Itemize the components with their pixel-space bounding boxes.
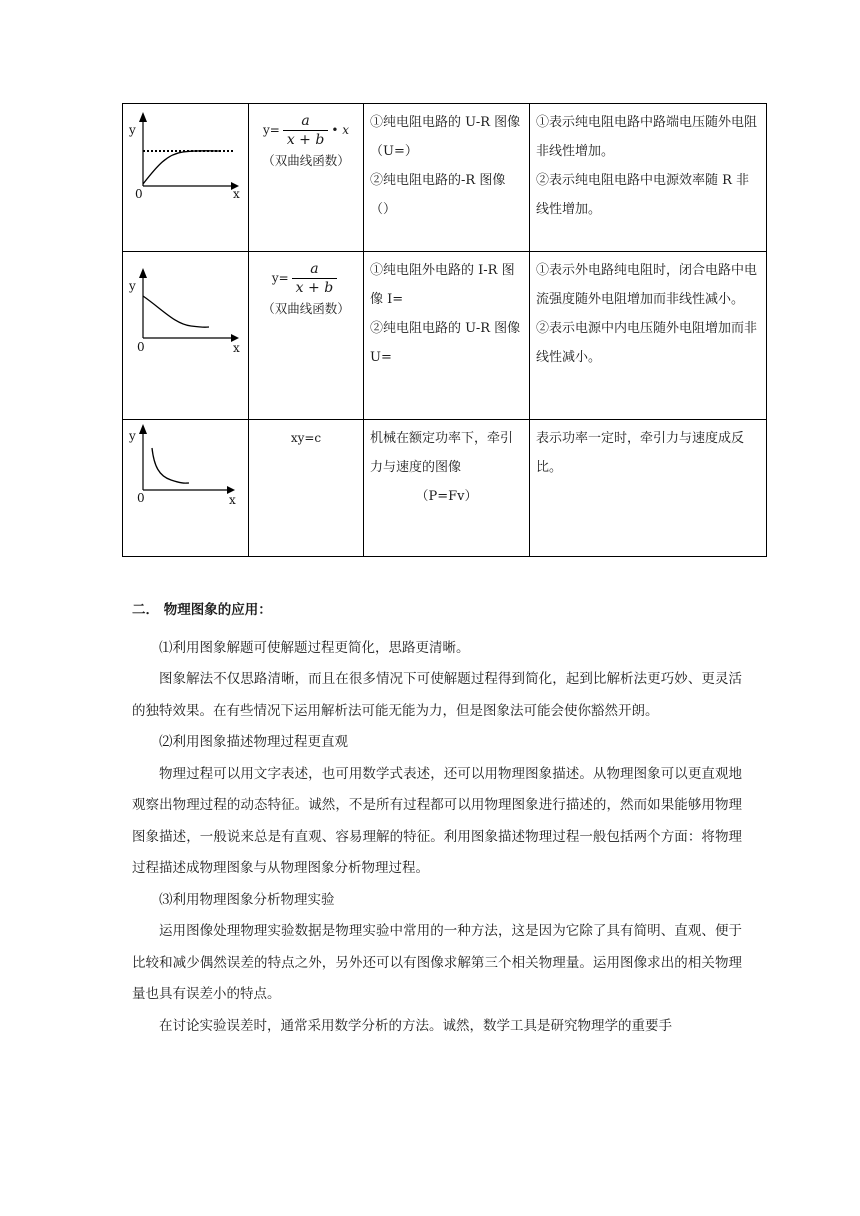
function-cell: [249, 104, 364, 252]
y-label: y: [129, 279, 136, 293]
function-type: （双曲线函数）: [262, 301, 350, 316]
description-cell: [364, 104, 530, 252]
item-body: 运用图像处理物理实验数据是物理实验中常用的一种方法，这是因为它除了具有简明、直观、便于比较和减少偶然误差的特点之外，另外还可以有图像求解第三个相关物理量。运用图像求出的相关物理量也具有误差小的特点。: [132, 923, 742, 1002]
graph-cell: [123, 420, 249, 557]
item-title: ⑵利用图象描述物理过程更直观: [159, 734, 348, 750]
table-row: [123, 104, 767, 252]
meaning-cell: [530, 252, 767, 420]
description-line: ②纯电阻电路的 U-R 图像 U=: [370, 321, 521, 365]
y-axis-arrow: [139, 424, 147, 434]
graph-cell: [123, 104, 249, 252]
applications-section: [132, 595, 742, 1042]
description-line: ②纯电阻电路的-R 图像（）: [370, 173, 506, 217]
item-title: ⑴利用图象解题可使解题过程更简化，思路更清晰。: [159, 639, 470, 656]
function-formula: [249, 112, 363, 149]
formula-prefix: y=: [262, 123, 280, 137]
description-cell: [364, 252, 530, 420]
fraction-denominator: x + b: [292, 278, 338, 297]
decaying-curve-graph: [123, 252, 248, 362]
curve: [143, 151, 219, 184]
saturating-curve-graph: [123, 104, 248, 214]
item-title: ⑶利用物理图象分析物理实验: [159, 891, 335, 908]
hyperbola-graph: [123, 420, 248, 530]
meaning-line: ②表示电源中内电压随外电阻增加而非线性减小。: [536, 321, 758, 365]
fraction-numerator: a: [310, 261, 319, 277]
y-axis-arrow: [139, 268, 147, 278]
formula-prefix: y=: [271, 271, 289, 285]
closing-paragraph: 在讨论实验误差时，通常采用数学分析的方法。诚然，数学工具是研究物理学的重要手: [159, 1017, 672, 1034]
function-cell: [249, 252, 364, 420]
item-body: 物理过程可以用文字表述，也可用数学式表述，还可以用物理图象描述。从物理图象可以更直观地观察出物理过程的动态特征。诚然，不是所有过程都可以用物理图象进行描述的，然而如果能够用物理图象描述，一般说来总是有直观、容易理解的特征。利用图象描述物理过程一般包括两个方面：将物理过程描述成物理图象与从物理图象分析物理过程。: [132, 765, 742, 876]
meaning-cell: [530, 104, 767, 252]
function-graph-table: [122, 103, 767, 557]
y-label: y: [129, 429, 136, 443]
section-heading: 二． 物理图象的应用：: [132, 602, 272, 618]
y-axis-arrow: [139, 112, 147, 122]
description-line: （P=Fv）: [415, 489, 478, 504]
meaning-line: ①表示外电路纯电阻时，闭合电路中电流强度随外电阻增加而非线性减小。: [536, 263, 758, 307]
x-label: x: [229, 493, 236, 507]
function-type: （双曲线函数）: [262, 153, 350, 168]
description-line: ①纯电阻外电路的 I-R 图像 I=: [370, 263, 515, 307]
meaning-line: ①表示纯电阻电路中路端电压随外电阻非线性增加。: [536, 115, 758, 159]
meaning-line: 表示功率一定时，牵引力与速度成反比。: [536, 431, 745, 475]
function-formula: [249, 260, 363, 297]
table-row: [123, 252, 767, 420]
function-cell: [249, 420, 364, 557]
function-formula: xy=c: [290, 431, 322, 445]
formula-suffix: • x: [331, 123, 349, 137]
fraction-denominator: x + b: [283, 130, 329, 149]
curve: [152, 448, 189, 483]
description-cell: [364, 420, 530, 557]
origin-label: 0: [137, 340, 145, 354]
origin-label: 0: [137, 491, 145, 505]
y-label: y: [129, 123, 136, 137]
meaning-cell: [530, 420, 767, 557]
x-label: x: [233, 341, 240, 355]
fraction: [283, 112, 329, 149]
meaning-line: ②表示纯电阻电路中电源效率随 R 非线性增加。: [536, 173, 750, 217]
description-line: 机械在额定功率下，牵引力与速度的图像: [370, 431, 514, 475]
origin-label: 0: [135, 187, 143, 201]
graph-cell: [123, 252, 249, 420]
fraction-numerator: a: [301, 113, 310, 129]
fraction: [292, 260, 338, 297]
table-row: [123, 420, 767, 557]
description-line: ①纯电阻电路的 U-R 图像（U=）: [370, 115, 521, 159]
x-label: x: [233, 187, 240, 201]
item-body: 图象解法不仅思路清晰，而且在很多情况下可使解题过程得到简化，起到比解析法更巧妙、更灵活的独特效果。在有些情况下运用解析法可能无能为力，但是图象法可能会使你豁然开朗。: [132, 671, 742, 719]
curve: [143, 296, 209, 327]
